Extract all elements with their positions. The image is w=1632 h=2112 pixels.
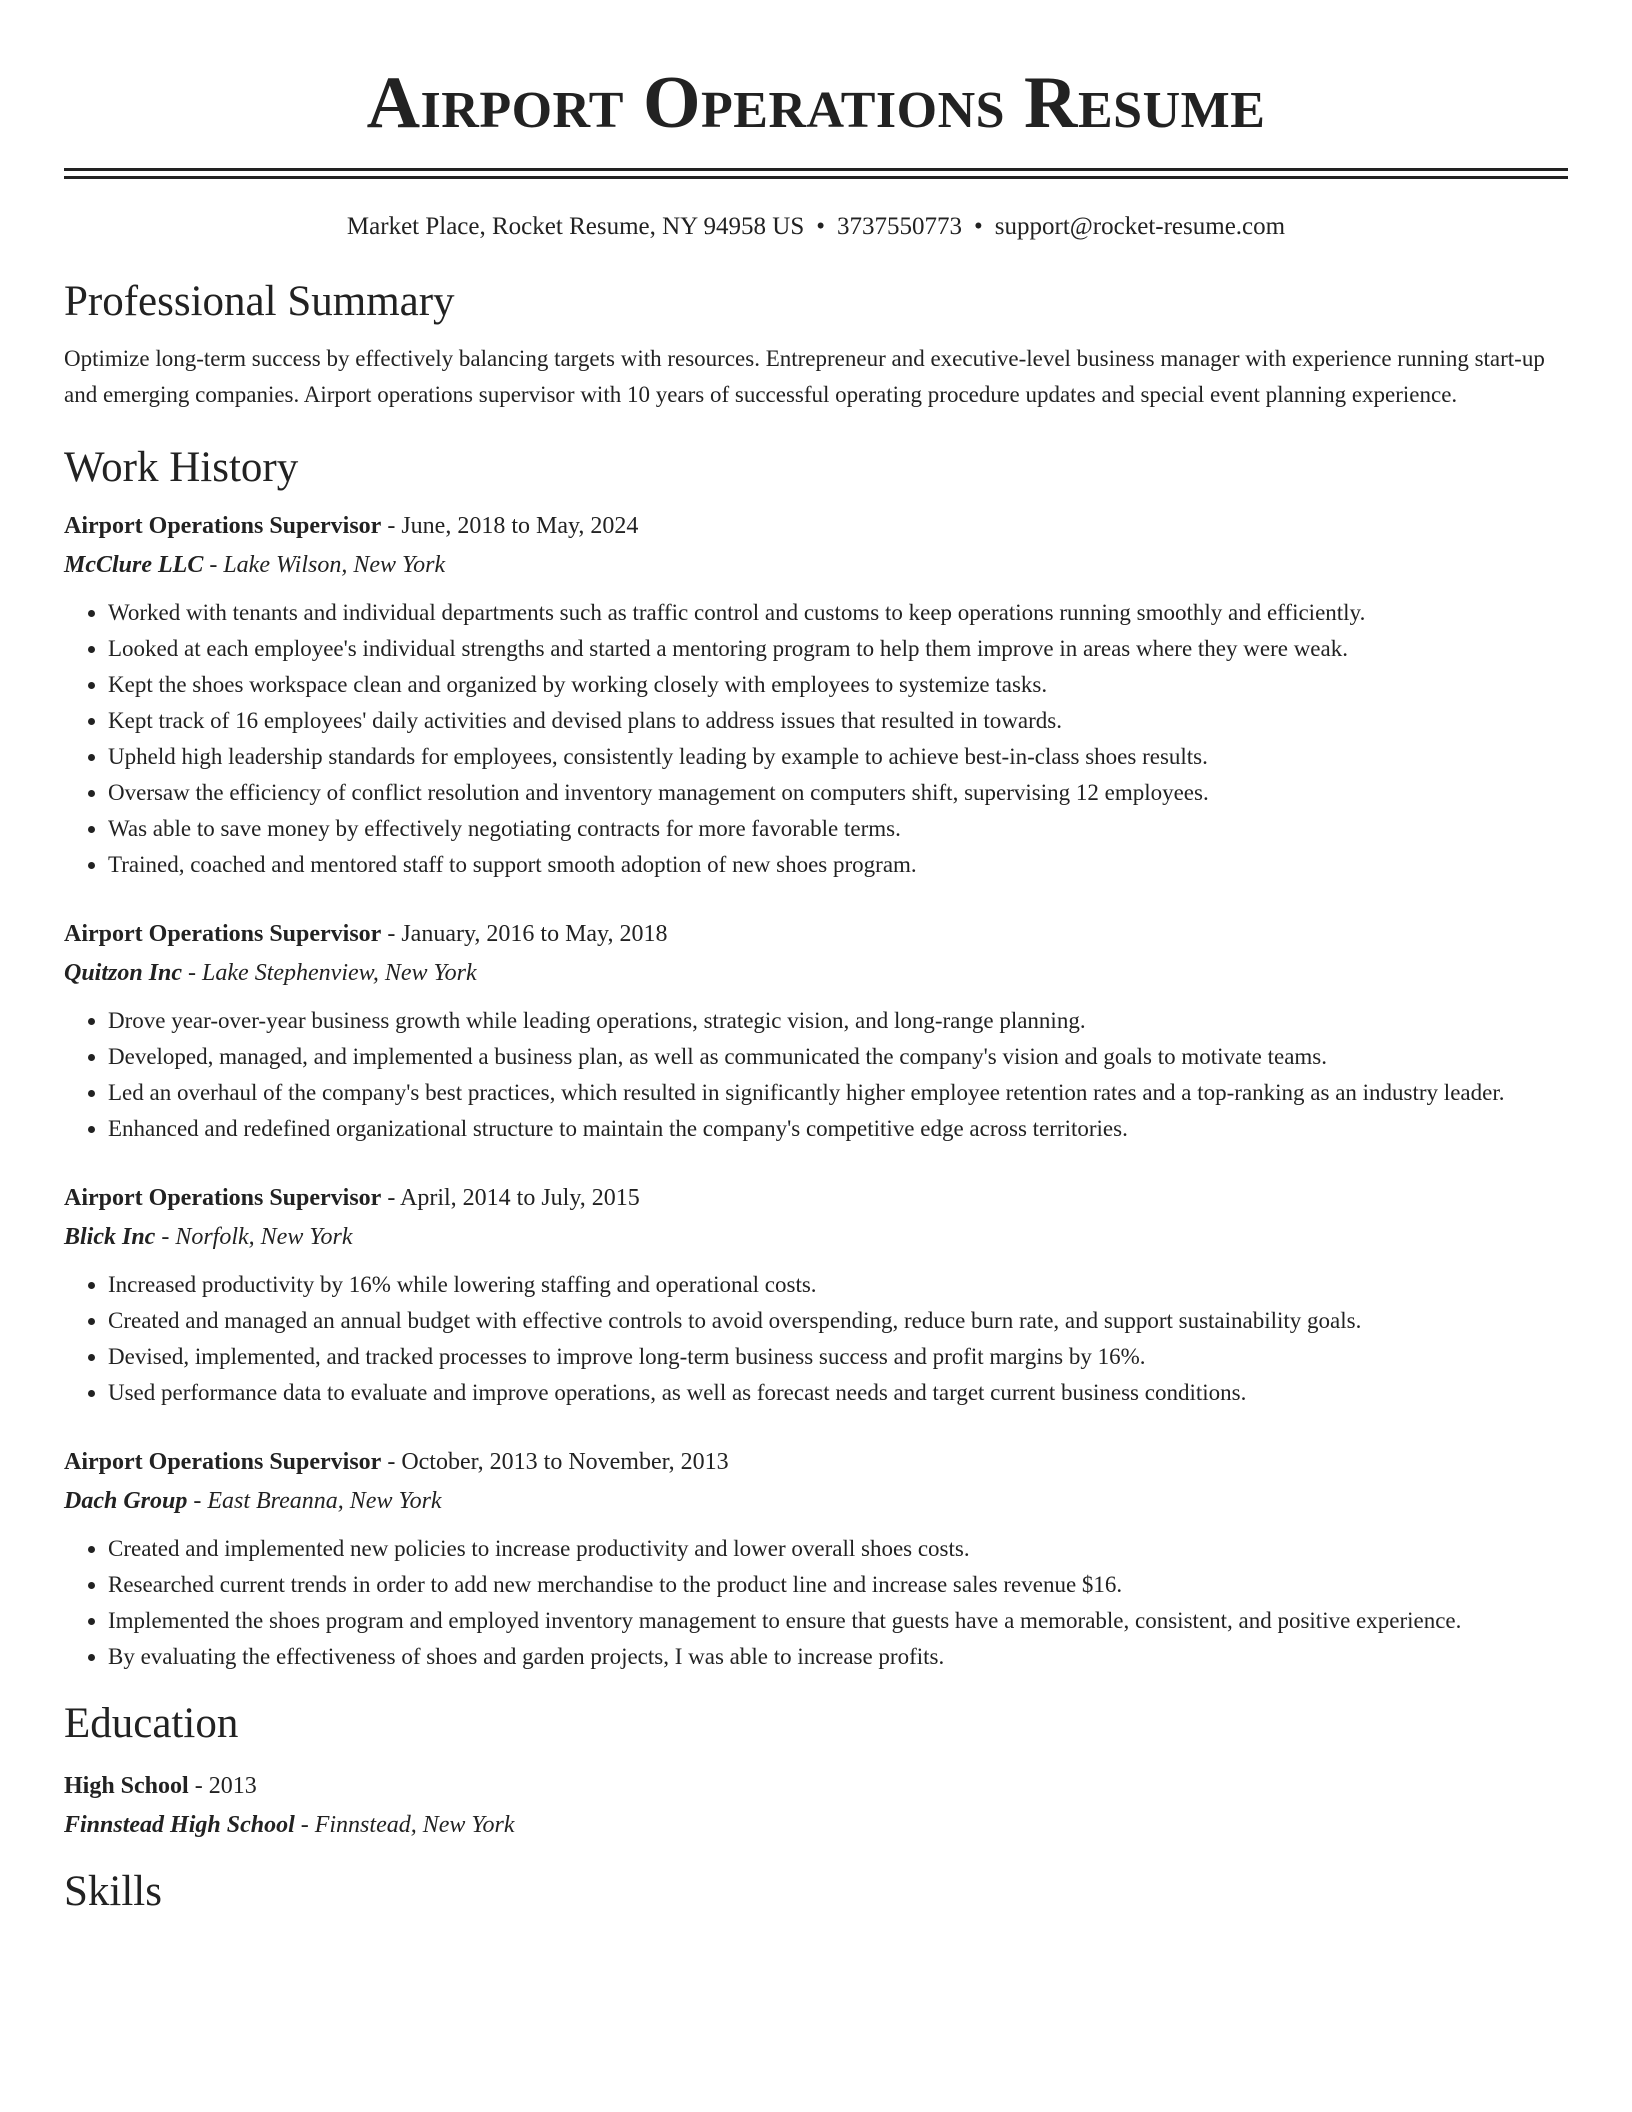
job-bullet-list (64, 1267, 1568, 1411)
job-bullet: • Researched current trends in order to add new merchandise to the product line and increase sales revenue $16. (108, 1567, 1568, 1603)
contact-email: support@rocket-resume.com (994, 213, 1286, 240)
job-title: Airport Operations Supervisor (64, 1185, 382, 1211)
job-bullet: • By evaluating the effectiveness of shoes and garden projects, I was able to increase profits. (108, 1639, 1568, 1675)
contact-separator: • (816, 213, 826, 240)
job-bullet: • Created and implemented new policies to increase productivity and lower overall shoes costs. (108, 1531, 1568, 1567)
job-bullet: • Used performance data to evaluate and improve operations, as well as forecast needs and target current business conditions. (108, 1375, 1568, 1411)
education-heading: Education (64, 1700, 239, 1747)
job-bullet: • Worked with tenants and individual departments such as traffic control and customs to keep operations running smoothly and efficiently. (108, 595, 1568, 631)
job-location: - Lake Wilson, New York (203, 552, 446, 578)
job-title: Airport Operations Supervisor (64, 513, 382, 539)
job-bullet: • Devised, implemented, and tracked processes to improve long-term business success and profit margins by 16%. (108, 1339, 1568, 1375)
job-bullet: • Developed, managed, and implemented a business plan, as well as communicated the company's vision and goals to motivate teams. (108, 1039, 1568, 1075)
resume-title: Airport Operations Resume (366, 62, 1266, 144)
job-bullet-list (64, 1003, 1568, 1147)
job-title-line (64, 1179, 1568, 1218)
education-degree: High School (64, 1773, 189, 1799)
education-school: Finnstead High School (64, 1812, 295, 1838)
job-bullet: • Drove year-over-year business growth while leading operations, strategic vision, and long-range planning. (108, 1003, 1568, 1039)
job-company-line (64, 1482, 1568, 1521)
title-divider-thick (64, 168, 1568, 171)
education-location: - Finnstead, New York (294, 1812, 515, 1838)
job-entry (64, 1179, 1568, 1411)
job-entry (64, 1443, 1568, 1675)
job-bullet-list (64, 595, 1568, 883)
job-company: Quitzon Inc (64, 960, 183, 986)
education-degree-line (64, 1767, 1568, 1806)
job-bullet: • Increased productivity by 16% while lowering staffing and operational costs. (108, 1267, 1568, 1303)
job-dates: - October, 2013 to November, 2013 (381, 1449, 729, 1475)
job-location: - Norfolk, New York (155, 1224, 353, 1250)
summary-heading: Professional Summary (64, 278, 455, 325)
job-dates: - January, 2016 to May, 2018 (381, 921, 668, 947)
skills-heading: Skills (64, 1868, 162, 1915)
job-bullet: • Kept the shoes workspace clean and organized by working closely with employees to systemize tasks. (108, 667, 1568, 703)
job-bullet-list (64, 1531, 1568, 1675)
contact-address: Market Place, Rocket Resume, NY 94958 US (346, 213, 805, 240)
education-school-line (64, 1806, 1568, 1845)
job-company-line (64, 1218, 1568, 1257)
job-company-line (64, 954, 1568, 993)
job-company: McClure LLC (64, 552, 204, 578)
title-divider-thin (64, 176, 1568, 179)
job-title-line (64, 507, 1568, 546)
resume-page (64, 0, 1568, 1919)
education-year: - 2013 (188, 1773, 257, 1799)
job-dates: - June, 2018 to May, 2024 (381, 513, 639, 539)
contact-separator: • (974, 213, 983, 240)
job-bullet: • Was able to save money by effectively negotiating contracts for more favorable terms. (108, 811, 1568, 847)
contact-line (64, 209, 1568, 245)
job-title: Airport Operations Supervisor (64, 1449, 382, 1475)
job-company: Dach Group (64, 1488, 188, 1514)
summary-text: Optimize long-term success by effectively balancing targets with resources. Entrepreneur and executive-level business manager with experience running start-up and emerging companies. Airport operations supervisor with 10 years of successful operating procedure updates and special event planning experience. (64, 346, 1545, 407)
education-entry (64, 1767, 1568, 1845)
job-bullet: • Kept track of 16 employees' daily activities and devised plans to address issues that resulted in towards. (108, 703, 1568, 739)
job-bullet: • Led an overhaul of the company's best practices, which resulted in significantly higher employee retention rates and a top-ranking as an industry leader. (108, 1075, 1568, 1111)
job-bullet: • Upheld high leadership standards for employees, consistently leading by example to achieve best-in-class shoes results. (108, 739, 1568, 775)
job-company: Blick Inc (64, 1224, 156, 1250)
job-entry (64, 507, 1568, 883)
job-title: Airport Operations Supervisor (64, 921, 382, 947)
contact-phone: 3737550773 (837, 213, 963, 240)
job-bullet: • Oversaw the efficiency of conflict resolution and inventory management on computers shift, supervising 12 employees. (108, 775, 1568, 811)
work-history-list (64, 507, 1568, 1675)
job-title-line (64, 915, 1568, 954)
job-bullet: • Trained, coached and mentored staff to support smooth adoption of new shoes program. (108, 847, 1568, 883)
job-company-line (64, 546, 1568, 585)
job-bullet: • Looked at each employee's individual strengths and started a mentoring program to help them improve in areas where they were weak. (108, 631, 1568, 667)
job-bullet: • Created and managed an annual budget with effective controls to avoid overspending, reduce burn rate, and support sustainability goals. (108, 1303, 1568, 1339)
job-dates: - April, 2014 to July, 2015 (381, 1185, 640, 1211)
job-location: - East Breanna, New York (187, 1488, 442, 1514)
job-location: - Lake Stephenview, New York (182, 960, 477, 986)
job-bullet: • Enhanced and redefined organizational structure to maintain the company's competitive edge across territories. (108, 1111, 1568, 1147)
job-bullet: • Implemented the shoes program and employed inventory management to ensure that guests have a memorable, consistent, and positive experience. (108, 1603, 1568, 1639)
job-title-line (64, 1443, 1568, 1482)
work-history-heading: Work History (64, 444, 299, 491)
job-entry (64, 915, 1568, 1147)
